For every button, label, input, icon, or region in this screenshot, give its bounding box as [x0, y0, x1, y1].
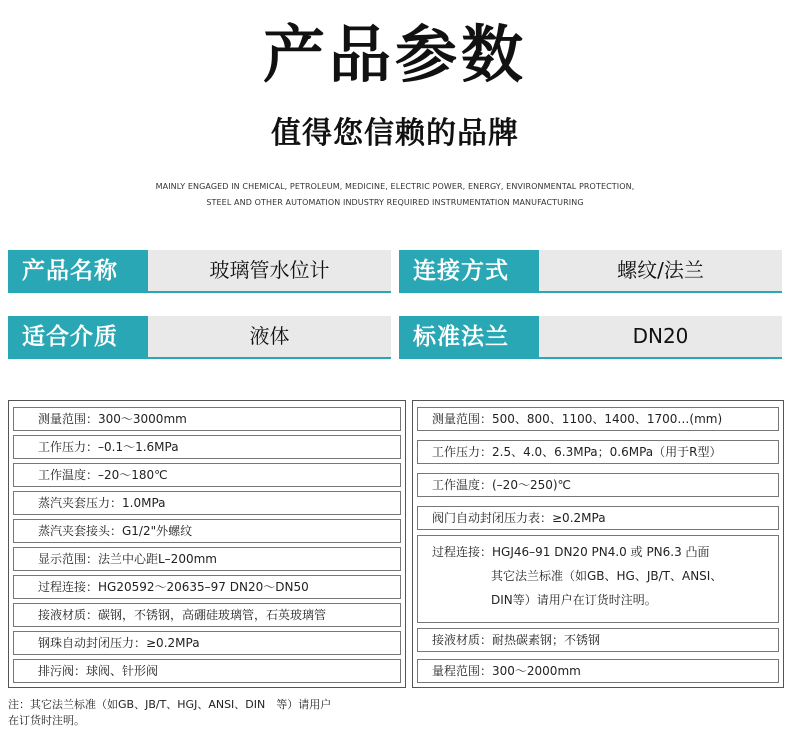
right-spec-table	[412, 400, 784, 688]
param-label: 连接方式	[399, 250, 539, 293]
param-value: 玻璃管水位计	[148, 250, 391, 293]
spec-row: 工作温度：(–20～250)℃	[417, 473, 779, 497]
param-product-name	[8, 250, 391, 293]
param-label: 标准法兰	[399, 316, 539, 359]
param-label: 适合介质	[8, 316, 148, 359]
spec-line: DIN等）请用户在订货时注明。	[491, 593, 657, 607]
param-standard-flange	[399, 316, 782, 359]
spec-row: 工作压力：2.5、4.0、6.3MPa；0.6MPa（用于R型）	[417, 440, 779, 464]
english-tagline-2: STEEL AND OTHER AUTOMATION INDUSTRY REQUIRED INSTRUMENTATION MANUFACTURING	[206, 198, 584, 207]
footnote-line: 注：其它法兰标准（如GB、JB/T、HGJ、ANSI、DIN 等）请用户	[8, 698, 332, 711]
english-tagline-1: MAINLY ENGAGED IN CHEMICAL, PETROLEUM, MEDICINE, ELECTRIC POWER, ENERGY, ENVIRONMENTAL PROTECTION,	[155, 182, 635, 191]
spec-line: 其它法兰标准（如GB、HG、JB/T、ANSI、	[491, 569, 723, 583]
footnote-line: 在订货时注明。	[8, 714, 85, 727]
spec-row: 过程连接：HG20592～20635–97 DN20～DN50	[13, 575, 401, 599]
spec-row: 阀门自动封闭压力表：≥0.2MPa	[417, 506, 779, 530]
spec-row: 显示范围：法兰中心距L–200mm	[13, 547, 401, 571]
page-title: 产品参数	[262, 18, 527, 91]
spec-row: 蒸汽夹套压力：1.0MPa	[13, 491, 401, 515]
param-connection-type	[399, 250, 782, 293]
page-subtitle: 值得您信赖的品牌	[271, 116, 519, 151]
spec-row: 测量范围：500、800、1100、1400、1700…(mm)	[417, 407, 779, 431]
left-spec-table	[8, 400, 406, 688]
spec-row: 蒸汽夹套接头：G1/2"外螺纹	[13, 519, 401, 543]
param-value: DN20	[539, 316, 782, 359]
spec-row: 测量范围：300～3000mm	[13, 407, 401, 431]
footnote	[8, 697, 388, 729]
spec-row: 接液材质：耐热碳素钢；不锈钢	[417, 628, 779, 652]
spec-line: 过程连接：HGJ46–91 DN20 PN4.0 或 PN6.3 凸面	[432, 545, 710, 559]
spec-row: 钢珠自动封闭压力：≥0.2MPa	[13, 631, 401, 655]
spec-row: 量程范围：300～2000mm	[417, 659, 779, 683]
param-value: 螺纹/法兰	[539, 250, 782, 293]
spec-row: 接液材质：碳钢，不锈钢，高硼硅玻璃管，石英玻璃管	[13, 603, 401, 627]
spec-row: 工作压力：–0.1～1.6MPa	[13, 435, 401, 459]
param-medium	[8, 316, 391, 359]
spec-row: 排污阀：球阀、针形阀	[13, 659, 401, 683]
spec-row: 工作温度：–20～180℃	[13, 463, 401, 487]
spec-row-process-connection	[417, 535, 779, 623]
param-label: 产品名称	[8, 250, 148, 293]
param-value: 液体	[148, 316, 391, 359]
